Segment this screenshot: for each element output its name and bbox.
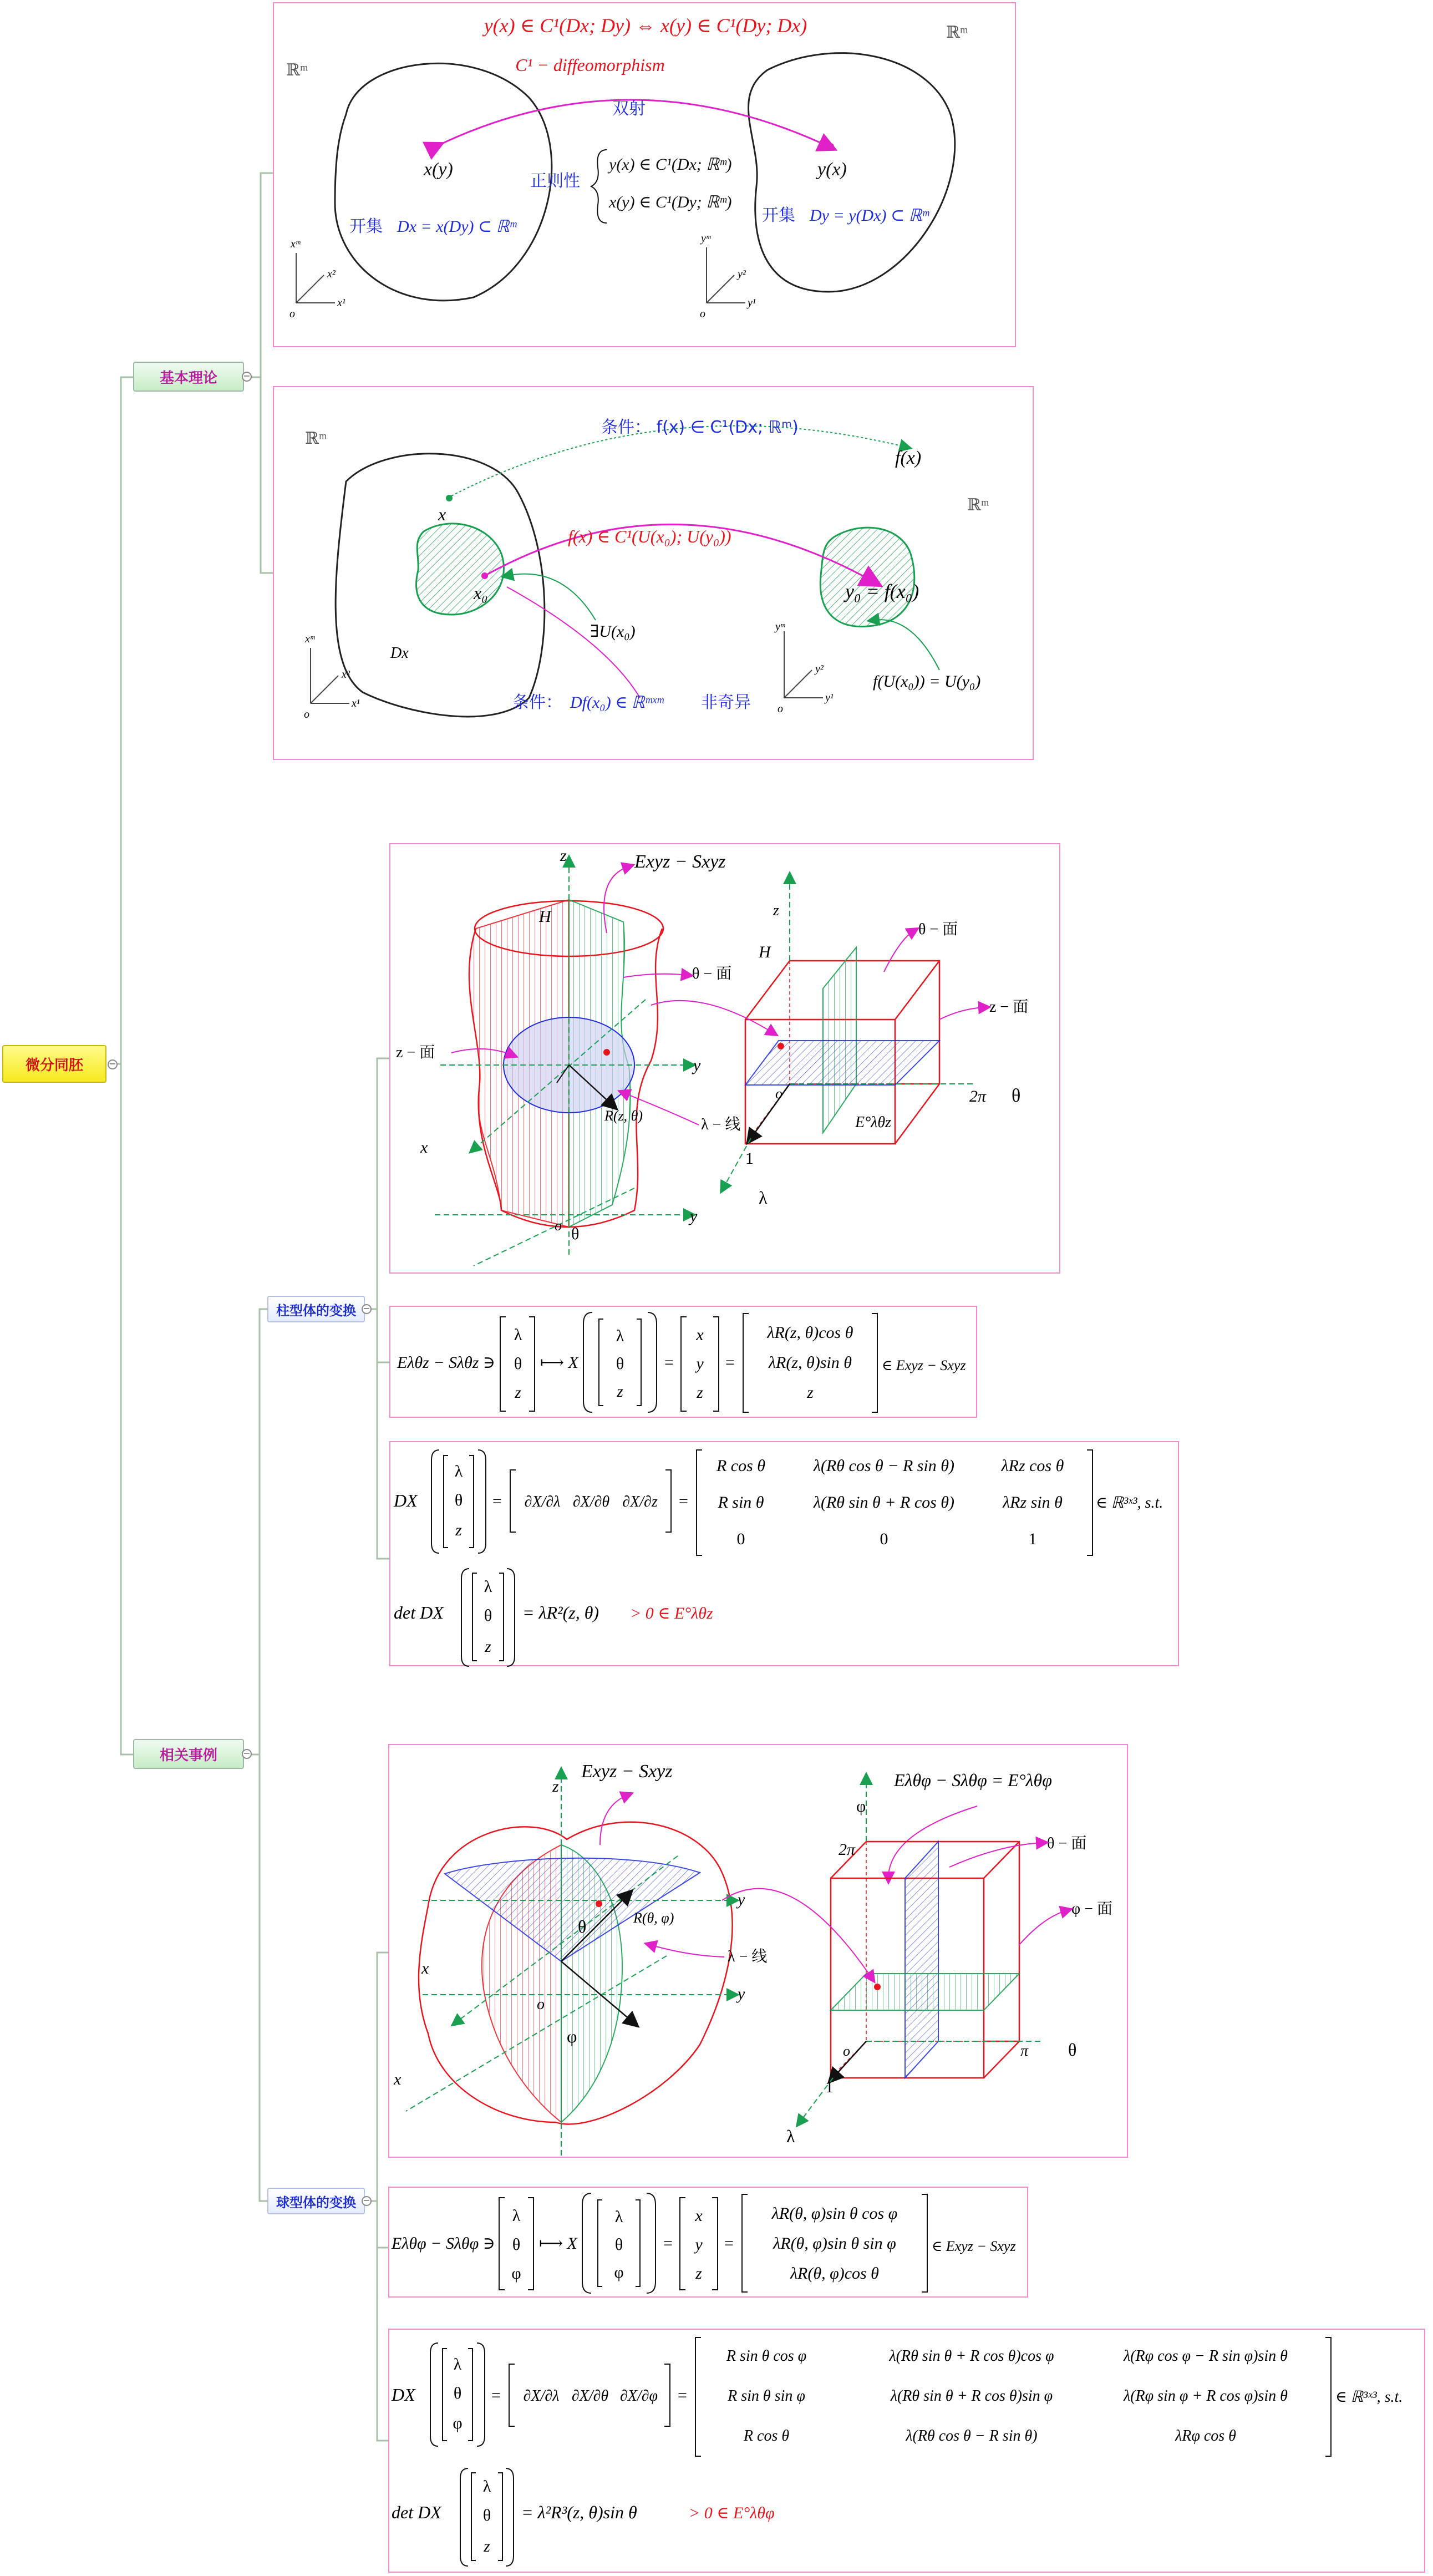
local-mapping-label: f(x) ∈ C¹(U(x₀); U(y₀)) — [568, 526, 731, 546]
cyl-m22: 1 — [1028, 1530, 1037, 1548]
cylinder-diagram — [390, 844, 1061, 1275]
x-of-y: x(y) — [424, 159, 453, 180]
cyl-y-upper: y — [693, 1056, 701, 1074]
axis-origin-left: o — [289, 308, 295, 320]
cyl-partial-z: ∂X/∂z — [622, 1493, 658, 1510]
cyl-jac-tail: ∈ ℝ³ˣ³, s.t. — [1096, 1494, 1163, 1512]
cyl-det-vec-0: λ — [484, 1578, 492, 1596]
sph-xyz-0: x — [695, 2207, 703, 2225]
panel-sphere-map — [388, 2187, 1028, 2298]
sph-origin: o — [537, 1996, 545, 2013]
open-set-right-cn: 开集 — [762, 206, 795, 225]
cyl-out-2: z — [807, 1383, 814, 1402]
cyl-det-vec-2: z — [485, 1637, 491, 1656]
rm-right: ℝᵐ — [967, 496, 989, 514]
axis-y2: y² — [738, 268, 746, 280]
panel-sphere-diagram — [388, 1744, 1128, 2158]
axis-ym: yᵐ — [775, 621, 785, 633]
cyl-m01: λ(Rθ cos θ − R sin θ) — [813, 1457, 955, 1475]
point-x — [431, 143, 438, 150]
cyl-h: H — [539, 907, 551, 926]
cyl-vec-arg-2: z — [617, 1382, 623, 1401]
cyl-jac-vec-0: λ — [454, 1462, 463, 1480]
neighborhood-u-y0 — [820, 528, 914, 626]
cyl-xyz-0: x — [696, 1326, 704, 1344]
sph-vec-arg-0: λ — [614, 2208, 623, 2226]
sphere-jacobian-formula — [389, 2330, 1426, 2574]
cyl-vec-arg-1: θ — [616, 1355, 624, 1373]
sph-jac-tail: ∈ ℝ³ˣ³, s.t. — [1335, 2389, 1403, 2406]
panel-cylinder-jacobian — [389, 1441, 1179, 1666]
cyl-m12: λRz sin θ — [1003, 1493, 1063, 1512]
sph-jac-vec-1: θ — [453, 2384, 462, 2402]
sph-det-prefix: det DX — [392, 2502, 441, 2522]
sph-y-upper: y — [738, 1890, 745, 1909]
axis-y1: y¹ — [748, 297, 756, 309]
point-y — [827, 143, 834, 150]
panel-diffeomorphism — [273, 2, 1016, 347]
sph-dx: DX — [392, 2385, 415, 2405]
axis-origin-right: o — [778, 703, 783, 715]
sph-m01: λ(Rθ sin θ + R cos θ)cos φ — [889, 2347, 1054, 2365]
rm-left: ℝᵐ — [286, 61, 308, 79]
cyl-out-0: λR(z, θ)cos θ — [767, 1324, 853, 1342]
sph-m11: λ(Rθ sin θ + R cos θ)sin φ — [890, 2387, 1053, 2405]
cube-h: H — [759, 943, 771, 961]
sph-phi: φ — [567, 2026, 577, 2046]
f-u-pointer — [873, 620, 939, 670]
svg-text:=: = — [492, 1492, 502, 1510]
cyl-m00: R cos θ — [716, 1457, 766, 1475]
axis-x1: x¹ — [352, 697, 360, 709]
svg-text:=: = — [679, 1492, 688, 1510]
cyl-vec-in-0: λ — [514, 1326, 522, 1344]
sph-theta-axis: θ — [1068, 2040, 1077, 2060]
cyl-x: x — [420, 1138, 428, 1157]
sph-phi-face: φ − 面 — [1071, 1900, 1112, 1918]
sph-r: R(θ, φ) — [633, 1910, 674, 1926]
subheadline: C¹ − diffeomorphism — [515, 55, 665, 75]
branch-basic-theory-label: 基本理论 — [159, 369, 217, 387]
cyl-r: R(z, θ) — [604, 1108, 643, 1124]
sph-m22: λRφ cos θ — [1175, 2427, 1236, 2445]
sphere-map-formula — [389, 2188, 1029, 2299]
cyl-map-symbol: ⟼ X — [540, 1353, 578, 1372]
cyl-jac-vec-1: θ — [454, 1491, 463, 1509]
cyl-det-cond: > 0 ∈ E°λθz — [630, 1604, 713, 1622]
axis-xm: xᵐ — [291, 238, 301, 250]
svg-text:=: = — [725, 1353, 735, 1372]
axis-y2: y² — [815, 663, 824, 675]
x0-label: x₀ — [474, 583, 488, 603]
cyl-theta-face: θ − 面 — [692, 965, 732, 982]
sph-map-symbol: ⟼ X — [539, 2234, 577, 2253]
sph-partial-lambda: ∂X/∂λ — [523, 2387, 560, 2405]
sph-xyz-1: y — [695, 2235, 703, 2254]
svg-text:=: = — [663, 2234, 673, 2253]
y0-label: y₀ = f(x₀) — [845, 580, 919, 602]
sph-m12: λ(Rφ sin φ + R cos φ)sin θ — [1124, 2387, 1288, 2405]
domain-dy-blob — [749, 53, 955, 292]
rm-left: ℝᵐ — [305, 429, 327, 448]
panel-cylinder-map — [389, 1306, 977, 1418]
sph-one: 1 — [825, 2078, 834, 2096]
condition-2-suffix: 非奇异 — [701, 693, 751, 712]
axis-origin-left: o — [304, 708, 309, 721]
cyl-z-face: z − 面 — [396, 1044, 435, 1061]
cyl-z-axis: z — [560, 846, 567, 865]
cyl-y-lower: y — [690, 1207, 698, 1225]
root-topic[interactable] — [2, 1045, 106, 1083]
sph-lambda: λ — [786, 2126, 795, 2146]
sph-m20: R cos θ — [743, 2427, 790, 2445]
sph-x-lower: x — [394, 2070, 402, 2088]
local-diffeomorphism-diagram — [274, 387, 1035, 761]
sph-vec-in-1: θ — [512, 2235, 521, 2254]
panel-local-diffeomorphism — [273, 386, 1034, 760]
regularity-label: 正则性 — [530, 171, 580, 191]
cyl-origin: o — [555, 1218, 562, 1234]
axis-x2: x² — [342, 668, 350, 681]
neighborhood-u-x0 — [416, 524, 504, 615]
brace — [591, 150, 607, 223]
cyl-det-prefix: det DX — [394, 1603, 444, 1622]
sph-det-cond: > 0 ∈ E°λθφ — [689, 2504, 775, 2522]
domain-dx-blob — [335, 63, 552, 301]
cube-one: 1 — [745, 1149, 754, 1168]
cube-z-axis: z — [773, 902, 779, 919]
sph-cube-origin: o — [843, 2043, 850, 2059]
cyl-m20: 0 — [736, 1530, 745, 1548]
subtopic-sphere-label: 球型体的变换 — [276, 2194, 356, 2210]
sph-e-xyz: Exyz − Sxyz — [581, 1761, 673, 1782]
cyl-map-rhs: ∈ Exyz − Sxyz — [882, 1357, 966, 1373]
cyl-lambda-line: λ − 线 — [701, 1116, 741, 1133]
sph-vec-arg-2: φ — [614, 2263, 624, 2281]
cyl-partial-lambda: ∂X/∂λ — [524, 1493, 561, 1510]
sph-pi: π — [1020, 2042, 1029, 2060]
exists-u-label: ∃U(x₀) — [590, 622, 636, 641]
axis-y1: y¹ — [825, 692, 834, 704]
open-set-right: Dy = y(Dx) ⊂ ℝᵐ — [810, 206, 929, 225]
sph-det-value: = λ²R³(z, θ)sin θ — [521, 2502, 637, 2522]
cyl-vec-in-1: θ — [514, 1355, 522, 1373]
sph-map-rhs: ∈ Exyz − Sxyz — [932, 2238, 1016, 2254]
subtopic-sphere-transform[interactable] — [267, 2188, 365, 2214]
sph-out-1: λR(θ, φ)sin θ sin φ — [773, 2234, 896, 2253]
condition-2-prefix: 条件： — [512, 693, 562, 712]
sph-jac-vec-2: φ — [453, 2414, 463, 2432]
sph-z-axis: z — [552, 1777, 559, 1796]
branch-related-examples[interactable] — [133, 1739, 244, 1769]
sph-det-vec-1: θ — [482, 2506, 491, 2524]
condition-2-pointer — [507, 587, 640, 698]
cyl-map-lhs: Eλθz − Sλθz ∋ — [397, 1353, 496, 1372]
branch-related-examples-label: 相关事例 — [159, 1747, 217, 1764]
cyl-m10: R sin θ — [718, 1493, 764, 1512]
sph-jac-vec-0: λ — [453, 2355, 462, 2374]
cube-theta-face: θ − 面 — [918, 921, 958, 938]
cube-e-interior: E°λθz — [855, 1114, 892, 1131]
basic-theory-collapse-toggle[interactable]: − — [242, 372, 252, 382]
cyl-out-1: λR(z, θ)sin θ — [769, 1353, 852, 1372]
cyl-vec-arg-0: λ — [616, 1327, 624, 1345]
cyl-partial-theta: ∂X/∂θ — [572, 1493, 610, 1510]
sph-m00: R sin θ cos φ — [726, 2347, 807, 2365]
subtopic-cylinder-transform[interactable] — [267, 1296, 365, 1322]
root-topic-label: 微分同胚 — [25, 1057, 83, 1074]
cyl-e-xyz: Exyz − Sxyz — [634, 851, 726, 872]
cube-theta-axis: θ — [1012, 1086, 1021, 1106]
svg-text:=: = — [491, 2386, 501, 2405]
bijection-label: 双射 — [612, 99, 646, 119]
axis-x1: x¹ — [337, 297, 345, 309]
panel-cylinder-diagram — [389, 843, 1060, 1274]
fx-label: f(x) — [895, 448, 922, 468]
x-label: x — [438, 504, 446, 524]
related-examples-collapse-toggle[interactable]: − — [242, 1749, 252, 1759]
cyl-xyz-1: y — [696, 1355, 704, 1373]
sph-m10: R sin θ sin φ — [728, 2387, 805, 2405]
sph-e-lambda: Eλθφ − Sλθφ = E°λθφ — [894, 1770, 1052, 1790]
regularity-line-1: y(x) ∈ C¹(Dx; ℝᵐ) — [609, 155, 732, 174]
axis-xm: xᵐ — [305, 633, 315, 645]
sph-m21: λ(Rθ cos θ − R sin θ) — [906, 2427, 1038, 2445]
svg-text:=: = — [678, 2386, 687, 2405]
y-of-x: y(x) — [817, 159, 847, 180]
svg-text:=: = — [724, 2234, 734, 2253]
axis-ym: yᵐ — [701, 232, 711, 245]
cyl-theta: θ — [571, 1225, 580, 1243]
sph-vec-in-2: φ — [511, 2264, 521, 2283]
sph-theta: θ — [578, 1916, 587, 1936]
condition-1: 条件： f(x) ∈ C¹(Dx; ℝᵐ) — [601, 418, 799, 437]
sph-vec-arg-1: θ — [614, 2235, 623, 2254]
sphere-diagram — [389, 1745, 1129, 2159]
regularity-line-2: x(y) ∈ C¹(Dy; ℝᵐ) — [609, 193, 732, 211]
open-set-left: Dx = x(Dy) ⊂ ℝᵐ — [397, 217, 516, 236]
sph-x-upper: x — [421, 1959, 429, 1977]
headline: y(x) ∈ C¹(Dx; Dy) ⇔ x(y) ∈ C¹(Dy; Dx) — [484, 14, 807, 37]
panel-sphere-jacobian — [388, 2329, 1425, 2573]
cylinder-map-formula — [390, 1307, 978, 1419]
axis-origin-right: o — [700, 308, 705, 320]
branch-basic-theory[interactable] — [133, 362, 244, 392]
cyl-det-value: = λR²(z, θ) — [522, 1603, 599, 1622]
f-u-label: f(U(x₀)) = U(y₀) — [873, 672, 981, 691]
sph-phi-axis: φ — [856, 1797, 866, 1816]
cyl-vec-in-2: z — [515, 1383, 521, 1402]
rm-right: ℝᵐ — [946, 23, 968, 42]
root-collapse-toggle[interactable]: − — [108, 1059, 118, 1069]
sph-out-0: λR(θ, φ)sin θ cos φ — [771, 2204, 898, 2223]
cyl-m02: λRz cos θ — [1001, 1457, 1064, 1475]
sph-partial-theta: ∂X/∂θ — [571, 2387, 609, 2405]
cylinder-jacobian-formula — [390, 1442, 1180, 1667]
sph-m02: λ(Rφ cos φ − R sin φ)sin θ — [1124, 2347, 1288, 2365]
sphere-collapse-toggle[interactable]: − — [362, 2196, 372, 2206]
cyl-m11: λ(Rθ sin θ + R cos θ) — [813, 1493, 955, 1512]
cyl-jac-vec-2: z — [455, 1521, 462, 1539]
cube-2pi: 2π — [969, 1087, 987, 1106]
sph-vec-in-0: λ — [512, 2207, 521, 2225]
sph-det-vec-2: z — [484, 2537, 490, 2555]
cyl-m21: 0 — [880, 1530, 888, 1548]
sph-partial-phi: ∂X/∂φ — [619, 2387, 658, 2405]
condition-2-formula: Df(x₀) ∈ ℝᵐˣᵐ — [570, 693, 664, 712]
dx-label: Dx — [390, 645, 409, 662]
diffeomorphism-diagram — [274, 3, 1017, 348]
sph-y-lower: y — [738, 1985, 745, 2003]
cyl-det-vec-1: θ — [484, 1606, 492, 1625]
cyl-dx: DX — [394, 1490, 418, 1510]
cyl-xyz-2: z — [697, 1383, 703, 1402]
cylinder-collapse-toggle[interactable]: − — [362, 1304, 372, 1314]
point-x0 — [481, 572, 488, 579]
cube-lambda: λ — [759, 1188, 768, 1208]
cube-origin: o — [775, 1086, 782, 1102]
sph-det-vec-0: λ — [482, 2477, 491, 2496]
sph-xyz-2: z — [695, 2264, 702, 2283]
sph-out-2: λR(θ, φ)cos θ — [790, 2264, 879, 2283]
cube-z-face: z − 面 — [989, 998, 1029, 1016]
sph-2pi: 2π — [839, 1840, 856, 1859]
axis-x2: x² — [327, 268, 336, 280]
sph-lambda-line: λ − 线 — [728, 1948, 768, 1965]
subtopic-cylinder-label: 柱型体的变换 — [276, 1302, 356, 1319]
svg-text:=: = — [664, 1353, 674, 1372]
sph-theta-face: θ − 面 — [1047, 1835, 1087, 1852]
sph-map-lhs: Eλθφ − Sλθφ ∋ — [392, 2234, 495, 2253]
open-set-left-cn: 开集 — [349, 217, 383, 236]
